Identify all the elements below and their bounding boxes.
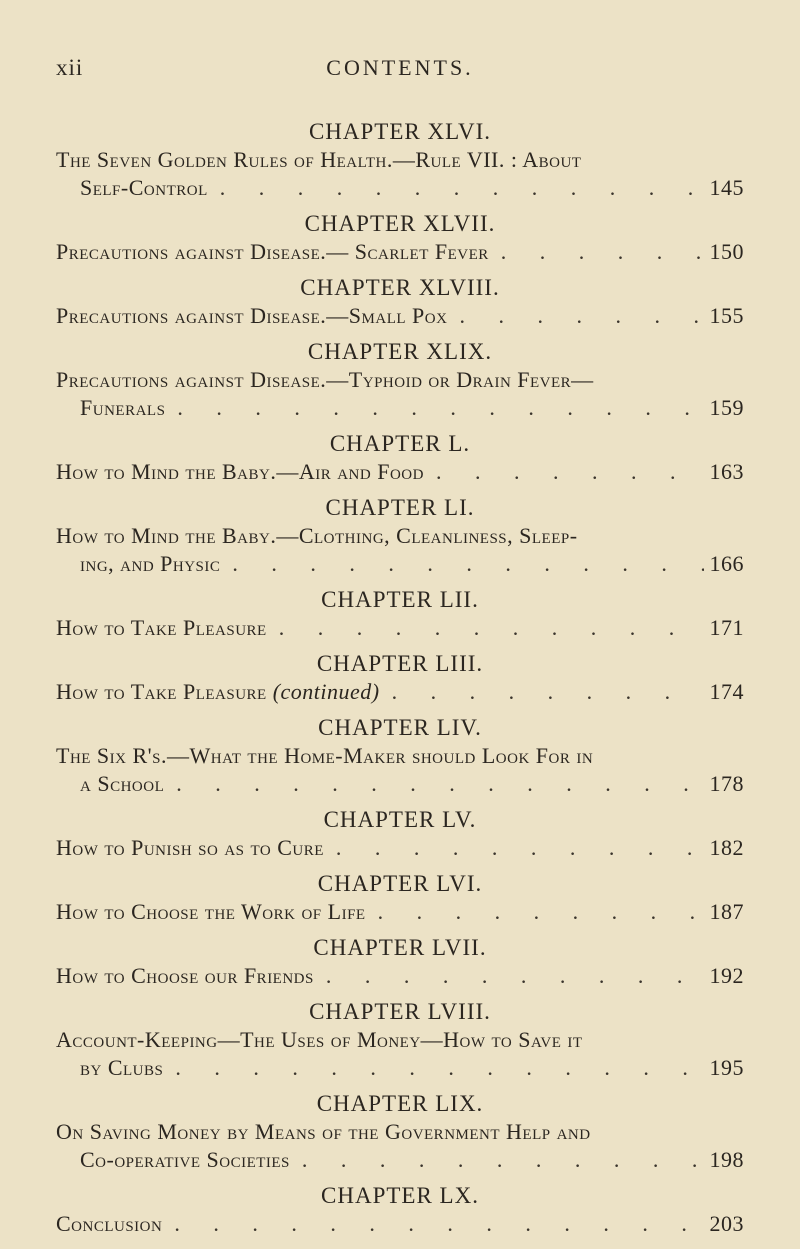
- chapter-title-line: [56, 1146, 744, 1174]
- toc-entry: [56, 274, 744, 338]
- chapter-page-number: 182: [709, 835, 744, 860]
- dot-leader: [279, 614, 704, 642]
- chapter-title-line: [56, 678, 744, 706]
- chapter-page-number: 159: [709, 395, 744, 420]
- chapter-title: Funerals: [80, 395, 166, 420]
- chapter-heading: CHAPTER LIX.: [316, 1091, 484, 1116]
- chapter-title: How to Choose the Work of Life: [56, 899, 366, 924]
- chapter-heading: CHAPTER XLVIII.: [300, 275, 500, 300]
- chapter-title-line: [56, 146, 744, 174]
- dot-leader: [392, 678, 704, 706]
- dot-leader: [501, 238, 704, 266]
- chapter-title: Precautions against Disease.—Typhoid or Drain Fever—: [56, 367, 594, 392]
- toc-entry: [56, 650, 744, 714]
- chapter-heading: CHAPTER LIV.: [318, 715, 482, 740]
- chapter-page-number: 198: [709, 1147, 744, 1172]
- chapter-title-line: [56, 238, 744, 266]
- chapter-title: Conclusion: [56, 1211, 163, 1236]
- chapter-heading: CHAPTER LIII.: [316, 651, 484, 676]
- chapter-heading: CHAPTER L.: [329, 431, 471, 456]
- chapter-title-line: [56, 742, 744, 770]
- chapter-heading: CHAPTER LVIII.: [309, 999, 491, 1024]
- chapter-page-number: 155: [709, 303, 744, 328]
- toc-entry: [56, 934, 744, 998]
- toc-entry: [56, 998, 744, 1090]
- chapter-heading: CHAPTER LV.: [323, 807, 477, 832]
- dot-leader: [176, 770, 703, 798]
- chapter-title: The Six R's.—What the Home-Maker should Look For in: [56, 743, 594, 768]
- dot-leader: [326, 962, 704, 990]
- toc-entry: [56, 586, 744, 650]
- chapter-page-number: 171: [709, 615, 744, 640]
- chapter-title-line: [56, 614, 744, 642]
- chapter-heading: CHAPTER XLIX.: [307, 339, 493, 364]
- chapter-page-number: 166: [709, 551, 744, 576]
- chapter-heading: CHAPTER XLVII.: [304, 211, 496, 236]
- toc-entry: [56, 714, 744, 806]
- chapter-title: by Clubs: [80, 1055, 164, 1080]
- chapter-page-number: 203: [709, 1211, 744, 1236]
- toc-entry: [56, 1182, 744, 1246]
- chapter-title: Self-Control: [80, 175, 208, 200]
- dot-leader: [174, 1210, 703, 1238]
- chapter-heading: CHAPTER LI.: [325, 495, 475, 520]
- toc-entry: [56, 338, 744, 430]
- toc-entry: [56, 494, 744, 586]
- chapter-title-line: [56, 366, 744, 394]
- page-header: [56, 55, 744, 85]
- chapter-heading: CHAPTER XLVI.: [308, 119, 492, 144]
- chapter-heading: CHAPTER LX.: [321, 1183, 479, 1208]
- chapter-title: How to Take Pleasure: [56, 615, 267, 640]
- dot-leader: [459, 302, 703, 330]
- chapter-title: Co-operative Societies: [80, 1147, 290, 1172]
- chapter-page-number: 163: [709, 459, 744, 484]
- page-number: xii: [56, 55, 84, 80]
- chapter-page-number: 195: [709, 1055, 744, 1080]
- dot-leader: [177, 394, 703, 422]
- toc-entry: [56, 870, 744, 934]
- chapter-title-line: [56, 394, 744, 422]
- chapter-title: How to Punish so as to Cure: [56, 835, 324, 860]
- toc-entry: [56, 118, 744, 210]
- chapter-title: Precautions against Disease.—Small Pox: [56, 303, 448, 328]
- chapter-title: Precautions against Disease.— Scarlet Fever: [56, 239, 489, 264]
- chapter-title-line: [56, 1118, 744, 1146]
- chapter-page-number: 150: [709, 239, 744, 264]
- chapter-title: Account-Keeping—The Uses of Money—How to Save it: [56, 1027, 583, 1052]
- chapter-heading: CHAPTER LVI.: [317, 871, 483, 896]
- table-of-contents: [56, 118, 744, 1246]
- dot-leader: [436, 458, 704, 486]
- chapter-title-line: [56, 302, 744, 330]
- chapter-title-line: [56, 898, 744, 926]
- chapter-page-number: 174: [709, 679, 744, 704]
- chapter-title: ing, and Physic: [80, 551, 221, 576]
- running-head: CONTENTS.: [326, 55, 474, 80]
- chapter-title-line: [56, 770, 744, 798]
- toc-entry: [56, 806, 744, 870]
- dot-leader: [378, 898, 704, 926]
- chapter-title-line: [56, 1026, 744, 1054]
- chapter-page-number: 178: [709, 771, 744, 796]
- chapter-page-number: 145: [709, 175, 744, 200]
- toc-entry: [56, 1090, 744, 1182]
- chapter-title-line: [56, 1054, 744, 1082]
- toc-entry: [56, 210, 744, 274]
- dot-leader: [302, 1146, 704, 1174]
- chapter-title: On Saving Money by Means of the Government Help and: [56, 1119, 591, 1144]
- chapter-title: How to Take Pleasure (continued): [56, 679, 380, 704]
- chapter-title-line: [56, 550, 744, 578]
- chapter-page-number: 192: [709, 963, 744, 988]
- chapter-title-line: [56, 834, 744, 862]
- chapter-title-line: [56, 458, 744, 486]
- dot-leader: [175, 1054, 703, 1082]
- dot-leader: [220, 174, 704, 202]
- chapter-title: How to Mind the Baby.—Air and Food: [56, 459, 424, 484]
- chapter-title: a School: [80, 771, 165, 796]
- chapter-page-number: 187: [709, 899, 744, 924]
- toc-entry: [56, 430, 744, 494]
- chapter-title-line: [56, 1210, 744, 1238]
- chapter-title: How to Mind the Baby.—Clothing, Cleanliness, Sleep-: [56, 523, 578, 548]
- chapter-heading: CHAPTER LII.: [321, 587, 479, 612]
- dot-leader: [336, 834, 704, 862]
- chapter-title-line: [56, 174, 744, 202]
- chapter-title-line: [56, 962, 744, 990]
- dot-leader: [232, 550, 703, 578]
- chapter-title: How to Choose our Friends: [56, 963, 314, 988]
- chapter-heading: CHAPTER LVII.: [313, 935, 487, 960]
- chapter-title-line: [56, 522, 744, 550]
- chapter-title: The Seven Golden Rules of Health.—Rule VII. : About: [56, 147, 582, 172]
